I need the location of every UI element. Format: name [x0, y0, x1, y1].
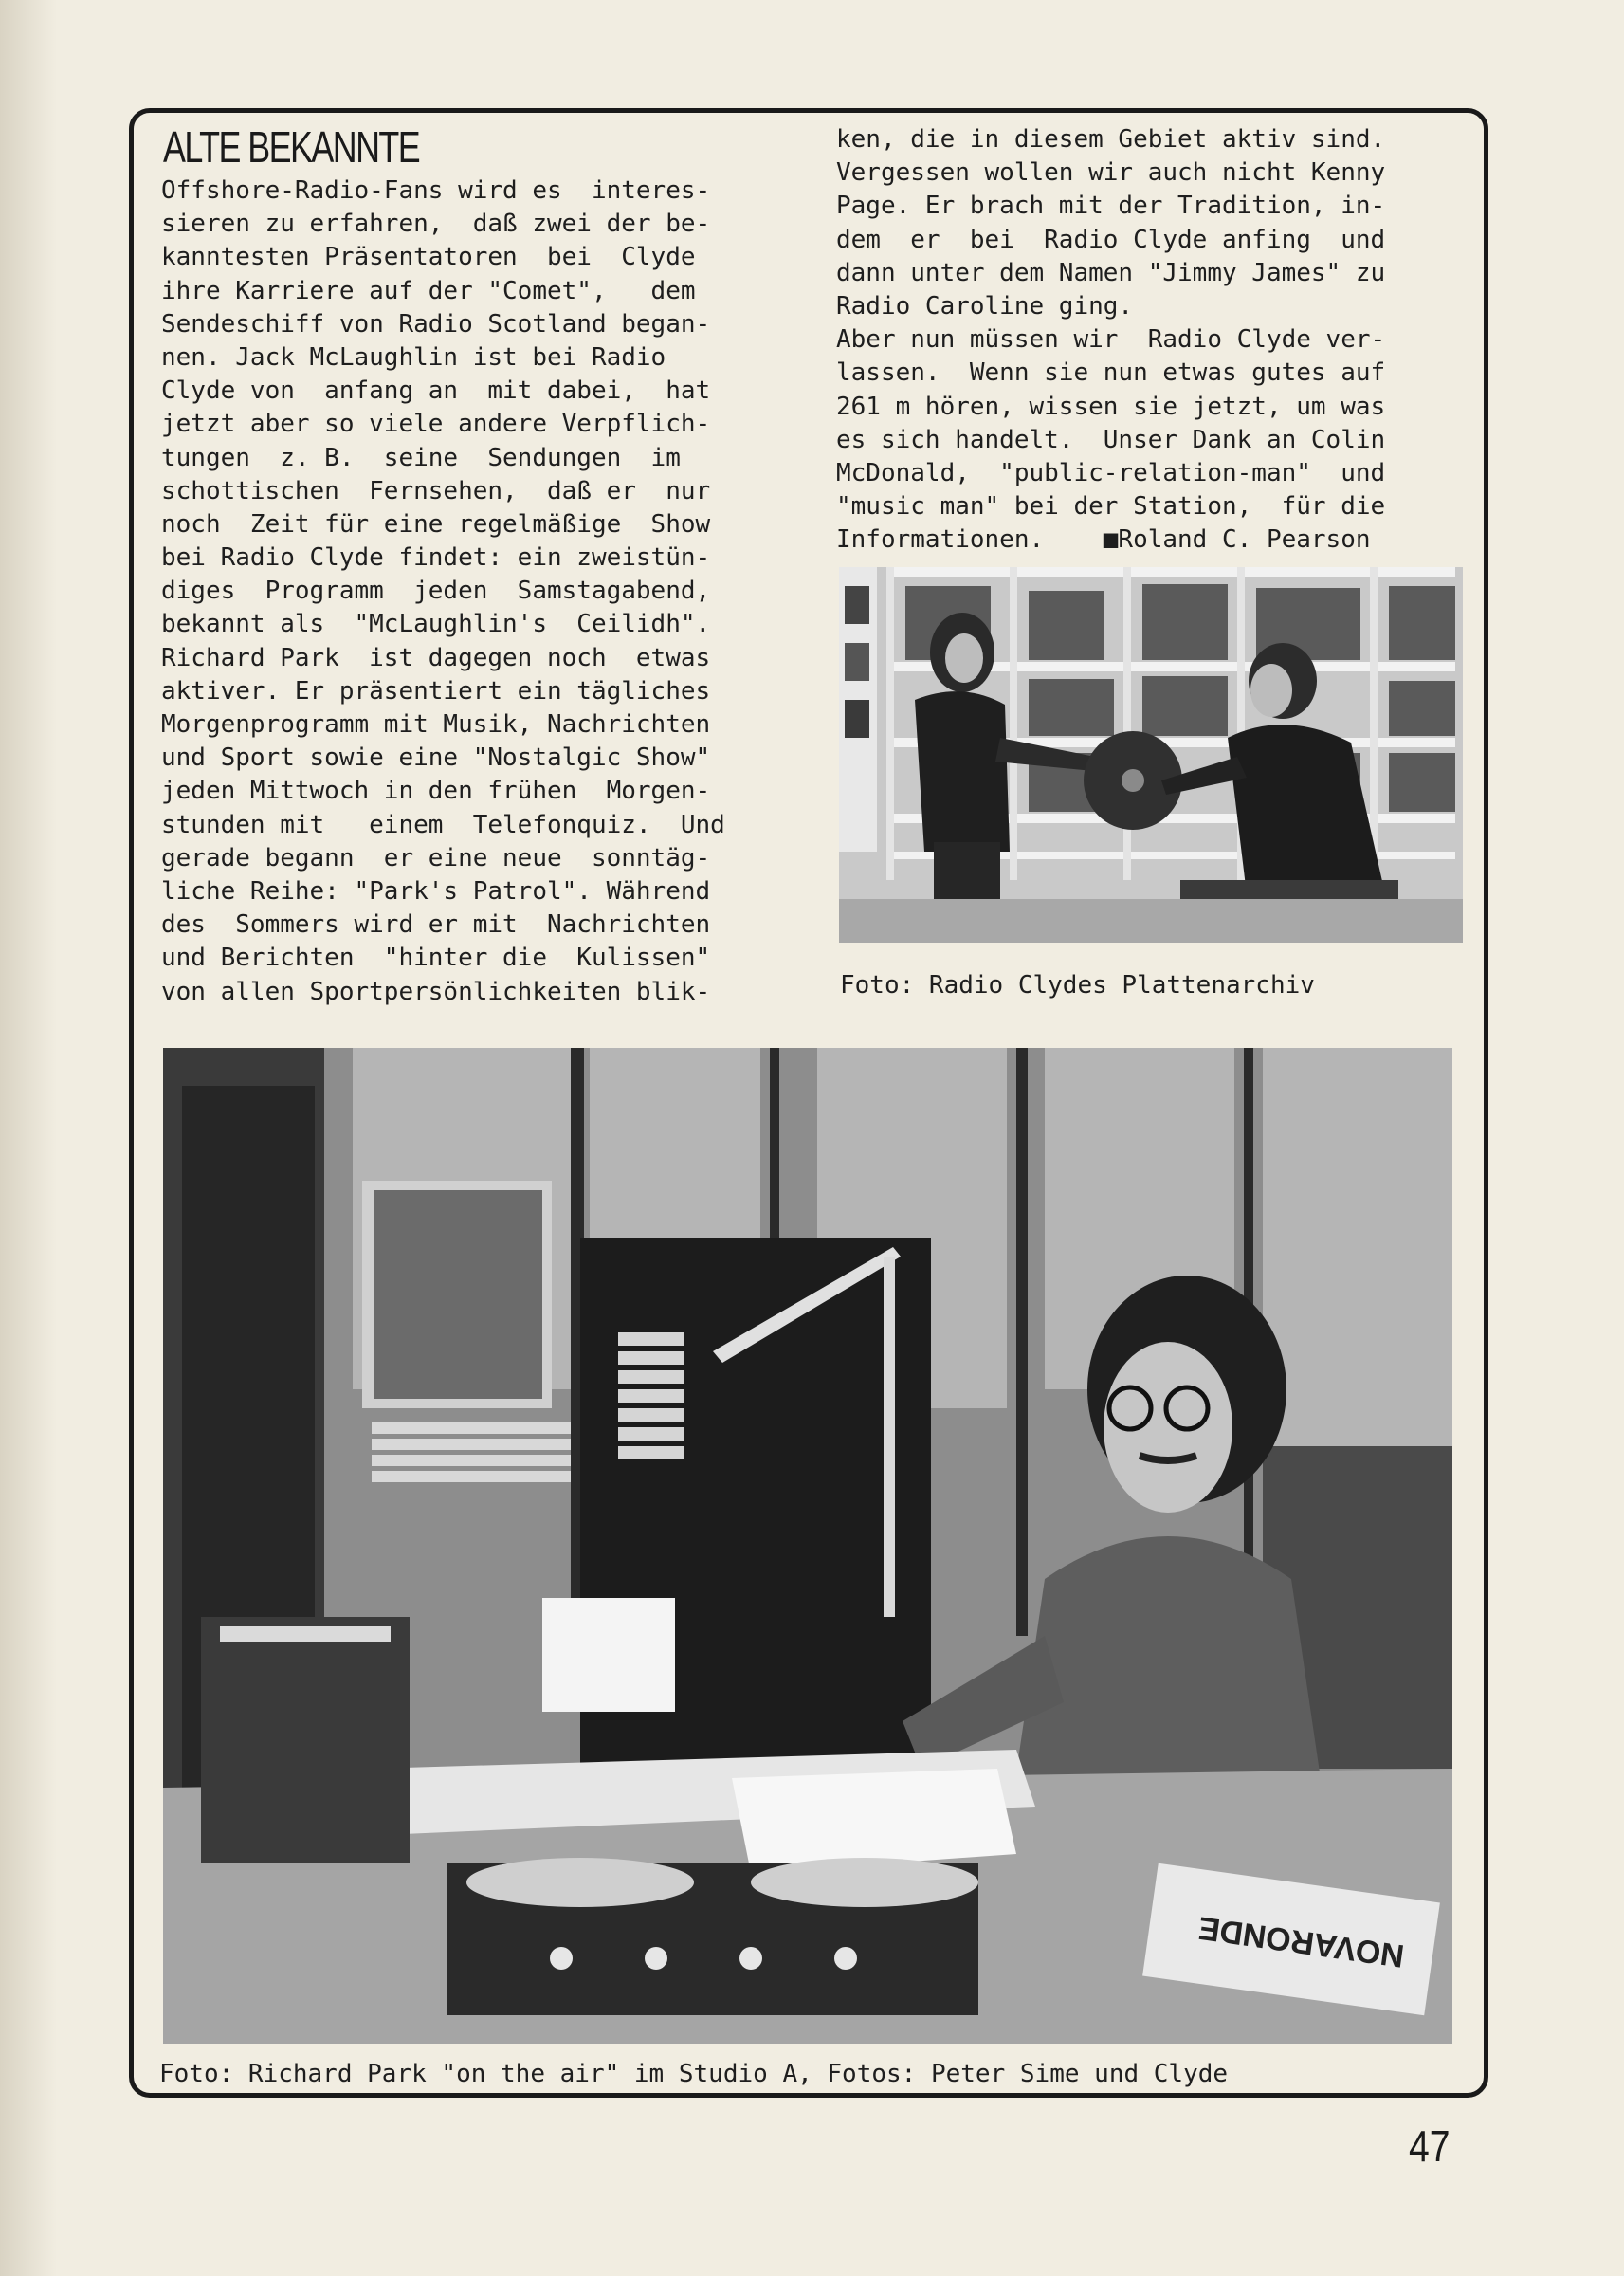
text-line: Morgenprogramm mit Musik, Nachrichten [161, 710, 711, 739]
console-sign-text: NOVARONDE [1195, 1909, 1407, 1974]
text-line: "music man" bei der Station, für die [836, 492, 1386, 522]
text-line: tungen z. B. seine Sendungen im [161, 443, 681, 472]
text-line: McDonald, "public-relation-man" und [836, 458, 1386, 487]
text-line: nen. Jack McLaughlin ist bei Radio [161, 342, 666, 372]
text-line: lassen. Wenn sie nun etwas gutes auf [836, 358, 1386, 388]
studio-photo [163, 1048, 1452, 2044]
record-archive-photo [839, 567, 1463, 943]
text-line: Vergessen wollen wir auch nicht Kenny [836, 158, 1386, 188]
text-line: jeden Mittwoch in den frühen Morgen- [161, 777, 711, 806]
text-line: Aber nun müssen wir Radio Clyde ver- [836, 325, 1386, 355]
text-line: dem er bei Radio Clyde anfing und [836, 225, 1386, 254]
text-line: Informationen. ■Roland C. Pearson [836, 525, 1371, 555]
page-number: 47 [1409, 2121, 1451, 2171]
text-line: dann unter dem Namen "Jimmy James" zu [836, 258, 1386, 287]
text-line: bei Radio Clyde findet: ein zweistün- [161, 543, 711, 573]
right-text-column [836, 123, 1385, 557]
text-line: sieren zu erfahren, daß zwei der be- [161, 210, 711, 239]
text-line: ken, die in diesem Gebiet aktiv sind. [836, 125, 1386, 154]
text-line: noch Zeit für eine regelmäßige Show [161, 509, 711, 539]
page-edge-shadow [0, 0, 57, 2276]
top-photo-caption: Foto: Radio Clydes Plattenarchiv [840, 971, 1315, 1000]
text-line: Radio Caroline ging. [836, 291, 1134, 321]
text-line: des Sommers wird er mit Nachrichten [161, 910, 711, 940]
article-heading: ALTE BEKANNTE [163, 122, 420, 172]
text-line: liche Reihe: "Park's Patrol". Während [161, 876, 711, 906]
text-line: Richard Park ist dagegen noch etwas [161, 643, 711, 672]
text-line: ihre Karriere auf der "Comet", dem [161, 276, 696, 305]
text-line: schottischen Fernsehen, daß er nur [161, 476, 711, 505]
text-line: diges Programm jeden Samstagabend, [161, 577, 711, 606]
text-line: Offshore-Radio-Fans wird es interes- [161, 176, 711, 205]
text-line: jetzt aber so viele andere Verpflich- [161, 410, 711, 439]
text-line: kanntesten Präsentatoren bei Clyde [161, 243, 696, 272]
main-photo-caption: Foto: Richard Park "on the air" im Studio A, Fotos: Peter Sime und Clyde [159, 2060, 1229, 2088]
text-line: bekannt als "McLaughlin's Ceilidh". [161, 610, 711, 639]
left-text-column [161, 174, 725, 1009]
text-line: es sich handelt. Unser Dank an Colin [836, 425, 1386, 454]
text-line: Clyde von anfang an mit dabei, hat [161, 376, 711, 406]
text-line: von allen Sportpersönlichkeiten blik- [161, 977, 711, 1006]
text-line: Sendeschiff von Radio Scotland began- [161, 309, 711, 339]
text-line: aktiver. Er präsentiert ein tägliches [161, 676, 711, 706]
text-line: Page. Er brach mit der Tradition, in- [836, 192, 1386, 221]
text-line: 261 m hören, wissen sie jetzt, um was [836, 392, 1386, 421]
text-line: stunden mit einem Telefonquiz. Und [161, 810, 725, 839]
text-line: und Berichten "hinter die Kulissen" [161, 944, 711, 973]
text-line: und Sport sowie eine "Nostalgic Show" [161, 743, 711, 773]
text-line: gerade begann er eine neue sonntäg- [161, 843, 711, 872]
